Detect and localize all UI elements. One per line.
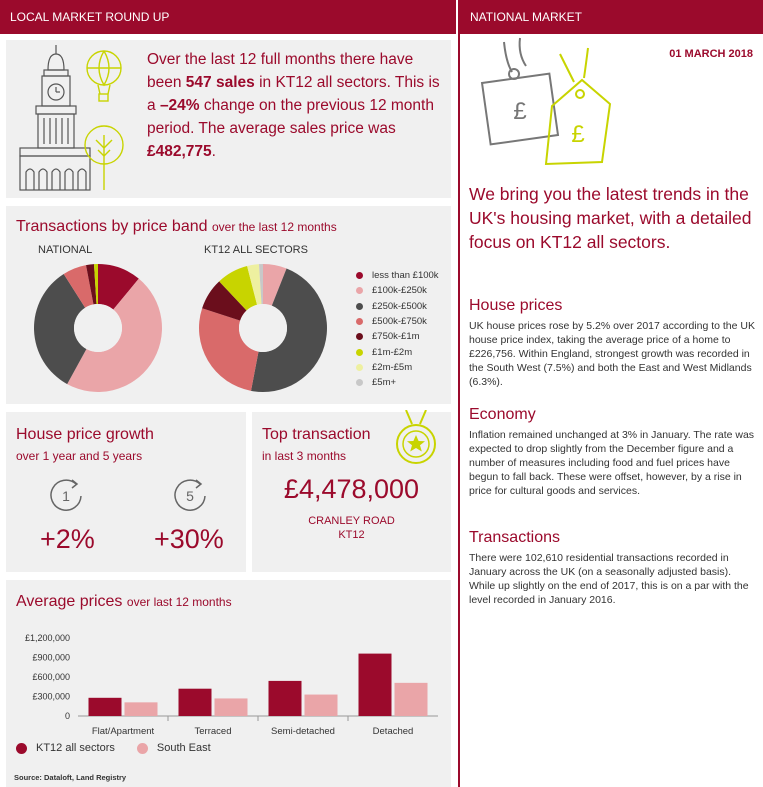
national-donut-chart bbox=[33, 263, 163, 393]
price-band-title: Transactions by price band over the last 12 months bbox=[16, 218, 337, 235]
x-tick-label: Flat/Apartment bbox=[91, 726, 155, 737]
legend-swatch bbox=[137, 743, 148, 754]
x-tick-label: Detached bbox=[372, 726, 414, 737]
bar bbox=[179, 689, 212, 716]
intro-summary: Over the last 12 full months there have been 547 sales in KT12 all sectors. This is a –24% change on the previous 12 month period. The average sales price was £482,775. bbox=[147, 51, 440, 160]
legend-swatch bbox=[356, 349, 363, 356]
avg-prices-title: Average prices over last 12 months bbox=[16, 593, 232, 610]
price-tags-illustration bbox=[460, 34, 650, 184]
top-transaction-title: Top transaction bbox=[262, 426, 371, 443]
one-year-cycle-icon bbox=[46, 476, 86, 516]
donut-hole bbox=[239, 304, 287, 352]
sales-count: 547 sales bbox=[185, 74, 255, 91]
legend-label: KT12 all sectors bbox=[36, 742, 115, 754]
economy-title: Economy bbox=[469, 406, 536, 423]
source-note: Source: Dataloft, Land Registry bbox=[14, 773, 127, 782]
five-year-growth: +30% bbox=[154, 524, 224, 554]
report-date: 01 MARCH 2018 bbox=[669, 48, 753, 60]
legend-swatch bbox=[356, 318, 363, 325]
legend-label: less than £100k bbox=[372, 270, 439, 282]
x-tick-label: Semi-detached bbox=[271, 726, 335, 737]
national-pie-label: NATIONAL bbox=[38, 244, 93, 256]
legend-swatch bbox=[356, 333, 363, 340]
average-price: £482,775 bbox=[147, 143, 212, 160]
legend-swatch bbox=[356, 303, 363, 310]
legend-label: £750k-£1m bbox=[372, 331, 420, 343]
top-transaction-subtitle: in last 3 months bbox=[262, 449, 347, 463]
transactions-body: There were 102,610 residential transactions recorded in January across the UK (on a seasonally adjusted basis). While up slightly on the end of 2017, this is on a par with the level recorded in January 2016. bbox=[469, 552, 749, 606]
bar bbox=[305, 695, 338, 716]
y-tick-label: £1,200,000 bbox=[24, 633, 70, 643]
top-transaction-amount: £4,478,000 bbox=[283, 474, 420, 504]
yellow-tag-symbol: £ bbox=[571, 121, 585, 148]
legend-item bbox=[356, 360, 439, 375]
bar bbox=[125, 702, 158, 716]
legend-label: £500k-£750k bbox=[372, 316, 427, 328]
top-transaction-street: CRANLEY ROAD bbox=[308, 515, 395, 527]
legend-item bbox=[356, 268, 439, 283]
legend-label: South East bbox=[156, 742, 211, 754]
legend-label: £5m+ bbox=[372, 377, 397, 389]
legend-item bbox=[356, 329, 439, 344]
top-transaction-area: KT12 bbox=[338, 529, 365, 541]
bar bbox=[359, 654, 392, 716]
one-year-label: 1 bbox=[62, 488, 70, 504]
economy-body: Inflation remained unchanged at 3% in January. The rate was expected to drop slightly from the December figure and a number of measures including food and fuel prices have begun to fall back. These were offset, however, by a rise in price for cultural goods and services. bbox=[469, 429, 755, 497]
average-prices-legend bbox=[16, 742, 233, 754]
one-year-growth: +2% bbox=[40, 524, 95, 554]
sales-change: –24% bbox=[159, 97, 200, 114]
price-band-legend bbox=[356, 268, 439, 390]
legend-label: £100k-£250k bbox=[372, 285, 427, 297]
legend-label: £250k-£500k bbox=[372, 300, 427, 312]
national-market-column bbox=[458, 0, 763, 787]
growth-title: House price growth bbox=[16, 426, 154, 443]
legend-item bbox=[356, 344, 439, 359]
bar bbox=[395, 683, 428, 716]
grey-tag-symbol: £ bbox=[513, 98, 527, 125]
legend-swatch bbox=[16, 743, 27, 754]
local-market-header: LOCAL MARKET ROUND UP bbox=[0, 0, 456, 34]
five-year-label: 5 bbox=[186, 488, 194, 504]
national-heading: We bring you the latest trends in the UK's housing market, with a detailed focus on KT12 all sectors. bbox=[469, 184, 752, 252]
legend-label: £2m-£5m bbox=[372, 361, 413, 373]
y-tick-label: £300,000 bbox=[32, 691, 70, 702]
legend-item bbox=[356, 299, 439, 314]
legend-item bbox=[356, 314, 439, 329]
legend-swatch bbox=[356, 272, 363, 279]
legend-swatch bbox=[356, 364, 363, 371]
bar bbox=[89, 698, 122, 716]
legend-swatch bbox=[356, 287, 363, 294]
legend-item bbox=[137, 742, 211, 754]
national-market-header: NATIONAL MARKET bbox=[460, 0, 763, 34]
bar bbox=[215, 698, 248, 716]
bar bbox=[269, 681, 302, 716]
town-hall-illustration bbox=[6, 40, 141, 198]
y-tick-label: 0 bbox=[64, 711, 70, 721]
y-tick-label: £900,000 bbox=[32, 652, 70, 663]
house-prices-body: UK house prices rose by 5.2% over 2017 according to the UK house price index, taking the average price of a home to £226,756. Within England, strongest growth was recorded in the South West (7.5%) and both the East and West Midlands (6.3%). bbox=[469, 320, 755, 388]
award-medal-icon bbox=[390, 410, 442, 470]
donut-hole bbox=[74, 304, 122, 352]
x-tick-label: Terraced bbox=[194, 726, 232, 737]
five-year-cycle-icon bbox=[170, 476, 210, 516]
house-prices-title: House prices bbox=[469, 297, 563, 314]
legend-label: £1m-£2m bbox=[372, 346, 413, 358]
legend-item bbox=[356, 283, 439, 298]
local-pie-label: KT12 ALL SECTORS bbox=[204, 244, 308, 256]
legend-item bbox=[356, 375, 439, 390]
y-tick-label: £600,000 bbox=[32, 672, 70, 682]
growth-subtitle: over 1 year and 5 years bbox=[16, 449, 143, 463]
local-donut-chart bbox=[198, 263, 328, 393]
transactions-title: Transactions bbox=[469, 529, 560, 546]
legend-item bbox=[16, 742, 115, 754]
legend-swatch bbox=[356, 379, 363, 386]
